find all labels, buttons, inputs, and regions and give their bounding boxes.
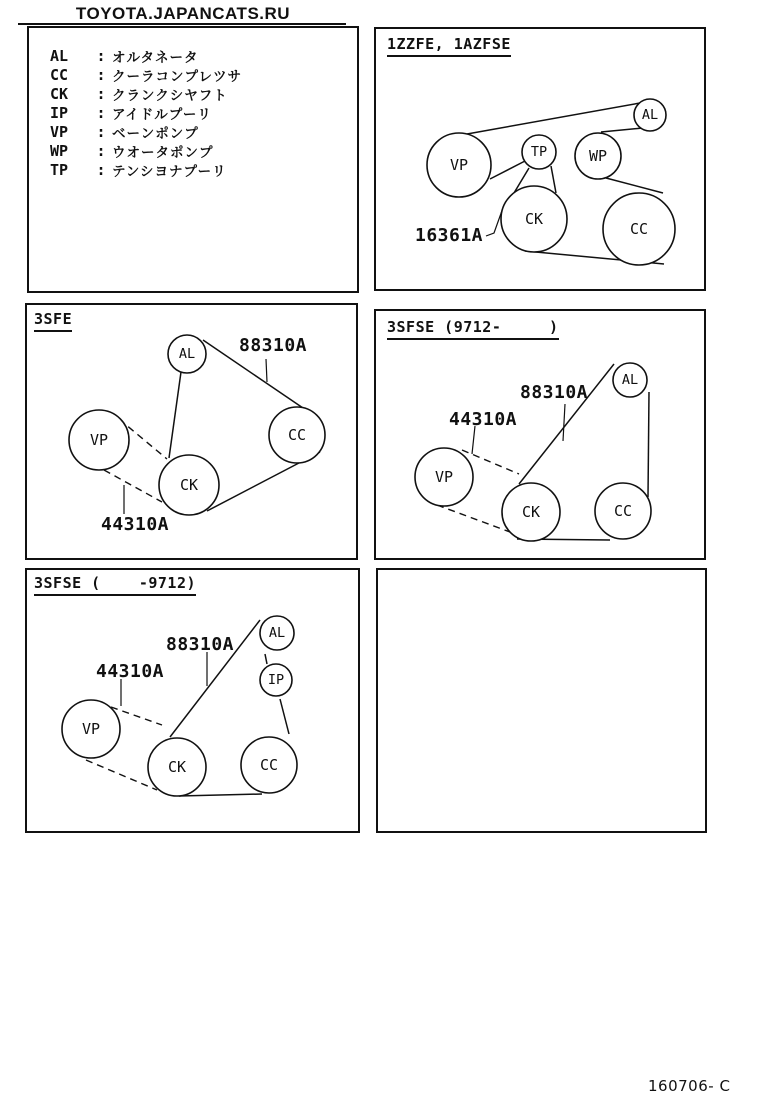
legend-desc: オルタネータ (112, 49, 199, 66)
leader-44310a (472, 426, 475, 454)
legend-separator: : (96, 46, 106, 65)
panel-1zzfe-1azfse (374, 27, 706, 291)
belt-run-ck-cc (179, 794, 262, 796)
legend-separator: : (96, 160, 106, 179)
legend-desc: クーラコンプレツサ (112, 68, 242, 85)
belt-diagram-3sfse-early (27, 570, 358, 831)
legend-row-al (50, 46, 242, 65)
legend-separator: : (96, 141, 106, 160)
panel-3sfse-early (25, 568, 360, 833)
pulley-vp-label: VP (81, 720, 101, 738)
legend-code: CC (50, 65, 69, 84)
belt-run-al-ip (265, 654, 267, 664)
page-title: TOYOTA.JAPANCATS.RU (75, 4, 291, 23)
legend-row-ck (50, 84, 242, 103)
part-number-44310a: 44310A (449, 409, 518, 430)
legend-code: WP (50, 141, 69, 160)
panel-3sfse-late (374, 309, 706, 560)
legend-separator: : (96, 103, 106, 122)
part-number-16361a: 16361A (415, 225, 484, 246)
vane-belt-run-bottom (437, 505, 510, 532)
pulley-vp-label: VP (89, 431, 109, 449)
pulley-ip-label: IP (267, 672, 285, 688)
pulley-al-label: AL (621, 372, 639, 388)
belt-run-ip-cc (280, 699, 289, 734)
pulley-vp-label: VP (434, 468, 454, 486)
belt-run-vp-tp (490, 161, 525, 179)
pulley-ck-label: CK (524, 210, 544, 228)
legend-code: CK (50, 84, 69, 103)
vane-belt-run-bottom (86, 760, 157, 790)
belt-run-al-cc (648, 392, 649, 497)
belt-diagram-1zzfe (376, 29, 704, 289)
panel-empty (376, 568, 707, 833)
engine-header: 3SFE (34, 312, 72, 332)
legend-code: VP (50, 122, 69, 141)
pulley-ck-label: CK (179, 476, 199, 494)
legend-row-ip (50, 103, 242, 122)
part-number-88310a: 88310A (239, 335, 308, 356)
legend-panel (27, 26, 359, 293)
belt-run-ck-al (169, 372, 181, 458)
belt-run-vp-al (467, 103, 640, 134)
belt-run-al-wp (601, 128, 643, 132)
part-number-88310a: 88310A (166, 634, 235, 655)
legend-separator: : (96, 122, 106, 141)
pulley-al-label: AL (268, 625, 286, 641)
legend-code: TP (50, 160, 69, 179)
engine-header: 1ZZFE, 1AZFSE (387, 37, 511, 57)
belt-diagram-3sfse-late (376, 311, 704, 558)
doc-number: 160706- C (648, 1077, 731, 1095)
part-number-88310a: 88310A (520, 382, 589, 403)
part-number-44310a: 44310A (96, 661, 165, 682)
pulley-ck-label: CK (521, 503, 541, 521)
belt-diagram-3sfe (27, 305, 356, 558)
legend-desc: テンシヨナプーリ (112, 163, 227, 180)
pulley-ck-label: CK (167, 758, 187, 776)
belt-run-wp-cc (606, 178, 663, 193)
pulley-al-label: AL (178, 346, 196, 362)
pulley-al-label: AL (641, 107, 659, 123)
panel-3sfe (25, 303, 358, 560)
legend-row-tp (50, 160, 242, 179)
title-underline (18, 23, 346, 25)
legend-code: IP (50, 103, 69, 122)
legend-desc: アイドルプーリ (112, 106, 212, 123)
leader-88310a (266, 359, 267, 382)
engine-header: 3SFSE (9712- ) (387, 320, 559, 340)
legend-desc: ベーンポンプ (112, 125, 199, 142)
pulley-vp-label: VP (449, 156, 469, 174)
pulley-cc-label: CC (259, 756, 279, 774)
legend-desc: クランクシヤフト (112, 87, 228, 104)
pulley-wp-label: WP (588, 147, 608, 165)
legend-row-wp (50, 141, 242, 160)
legend-rows (50, 46, 242, 179)
legend-row-cc (50, 65, 242, 84)
part-number-44310a: 44310A (101, 514, 170, 535)
engine-header: 3SFSE ( -9712) (34, 576, 196, 596)
pulley-cc-label: CC (629, 220, 649, 238)
belt-run-tp-ck (551, 166, 556, 193)
legend-separator: : (96, 65, 106, 84)
legend-row-vp (50, 122, 242, 141)
legend-separator: : (96, 84, 106, 103)
pulley-cc-label: CC (613, 502, 633, 520)
legend-code: AL (50, 46, 69, 65)
leader-88310a (563, 404, 565, 441)
legend-desc: ウオータポンプ (112, 144, 214, 161)
pulley-tp-label: TP (530, 144, 548, 160)
pulley-cc-label: CC (287, 426, 307, 444)
vane-belt-run-bottom (104, 470, 162, 502)
